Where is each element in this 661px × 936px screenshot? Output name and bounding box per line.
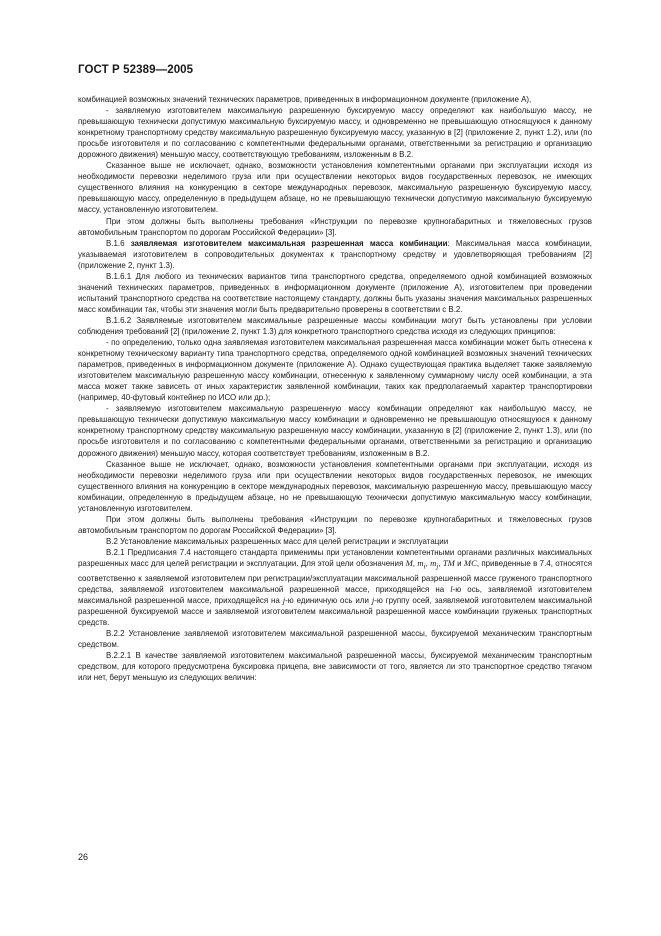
definition-text: : Максимальная масса комбинации, указываемая изготовителем в сопроводительных документах к транспортному средству и удовлетворяющая требованиям [2] (приложение 2, пункт 1.3).: [78, 238, 592, 270]
section-heading: В.2 Установление максимальных разрешенных масс для целей регистрации и эксплуатации: [106, 536, 449, 546]
paragraph: Сказанное выше не исключает, однако, возможности установления компетентными органами при эксплуатации, исходя из необходимости перевозки неделимого груза или при осуществлении некоторых видов государственных перевозок, не имеющих существенного влияния на конкуренцию в секторе международных перевозок, максимальную разрешенную массу, превышающую массу комбинации, определенную в предыдущем абзаце, но не превышающую технически допустимую максимальную массу комбинации, установленную изготовителем.: [78, 459, 592, 513]
defined-term: заявляемая изготовителем максимальная разрешенная масса комбинации: [130, 238, 448, 248]
symbol-mi: $m_i$: [417, 557, 426, 571]
symbol-l: l: [450, 583, 453, 594]
paragraph: В.2.2 Установление заявляемой изготовителем максимальной разрешенной массы, буксируемой механическим транспортным средством.: [78, 628, 592, 650]
document-header: ГОСТ Р 52389—2005: [78, 64, 194, 76]
symbol-j: j: [282, 594, 286, 605]
paragraph: В.1.6.1 Для любого из технических вариантов типа транспортного средства, определяемого одной комбинацией возможных значений технических параметров, приведенных в информационном документе (приложение А), изготовителем при проведении испытаний транспортного средства на соответствие настоящему стандарту, должны быть указаны значения максимальных разрешенных масс комбинации так, чтобы эти значения могли быть предварительно проверены в соответствии с В.2.: [78, 271, 592, 314]
page-number: 26: [78, 852, 89, 862]
paragraph: - по определению, только одна заявляемая изготовителем максимальная разрешенная масса комбинации может быть отнесена к конкретному техническому варианту типа транспортного средства, определяемого одной комбинацией возможных значений технических параметров, приведенных в информационном документе (приложение А). Однако существующая практика выделяет также заявляемую изготовителем максимальную разрешенную массу комбинации, отнесенную к заявленному суммарному числу осей комбинации, а эта масса может также зависеть от иных характеристик заявленной комбинации, таких как предполагаемый характер транспортировки (например, 40-футовый контейнер по ИСО или др.);: [78, 338, 592, 403]
clause-number: В.2.1: [106, 547, 128, 557]
symbol-M: M: [405, 557, 413, 568]
paragraph: - заявляемую изготовителем максимальную разрешенную буксируемую массу определяют как наибольшую массу, не превышающую технически допустимую максимальную буксируемую массу, и одновременно не превышающую относящуюся к данному конкретному транспортному средству максимальную разрешенную буксируемую массу, указанную в [2] (приложение 2, пункт 1.2), или (по просьбе изготовителя и по согласованию с компетентными федеральными органами, ответственными за регистрацию и организацию дорожного движения) меньшую массу, соответствующую требованиям, изложенным в В.2.: [78, 106, 592, 160]
paragraph: При этом должны быть выполнены требования «Инструкции по перевозке крупногабаритных и тяжеловесных грузов автомобильным транспортом по дорогам Российской Федерации» [3].: [78, 514, 592, 535]
paragraph: В.1.6.2 Заявляемые изготовителем максимальные разрешенные массы комбинации могут быть установлены при условии соблюдения требований [2] (приложение 2, пункт 1.3) для конкретного транспортного средства исходя из следующих принципов:: [78, 315, 592, 336]
symbol-MC: MC: [463, 557, 477, 568]
symbol-mj: $m_j$: [430, 557, 439, 571]
paragraph: - заявляемую изготовителем максимальную разрешенную массу комбинации определяют как наибольшую массу, не превышающую технически допустимую максимальную массу комбинации и одновременно не превышающую относящуюся к данному конкретному транспортному средству максимальную разрешенную массу комбинации, указанную в [2] (приложение 2, пункт 1.3), или (по просьбе изготовителя и по согласованию с компетентными федеральными органами, ответственными за регистрацию и организацию дорожного движения) меньшую массу, которая соответствует требованиям, изложенным в В.2.: [78, 404, 592, 458]
paragraph-b21: В.2.1 Предписания 7.4 настоящего стандарта применимы при установлении компетентными органами различных максимальных разрешенных масс для целей регистрации и эксплуатации. Для этой цели обозначения M, $m_i$, $m_j$, TM и MC, приведенные в 7.4, относятся соответственно к заявляемой изготовителем при регистрации/эксплуатации максимальной разрешенной массе груженого транспортного средства, заявляемой изготовителем максимальной разрешенной массе, приходящейся на l-ю ось, заявляемой изготовителем максимальной разрешенной массе, приходящейся на j-ю единичную ось или j-ю группу осей, заявляемой изготовителем максимальной разрешенной буксируемой массе и заявляемой изготовителем максимальной разрешенной массе комбинации груженых транспортных средств.: [78, 547, 593, 627]
document-body: [78, 94, 592, 683]
paragraph-b16: [78, 238, 592, 271]
paragraph: Сказанное выше не исключает, однако, возможности установления компетентными органами при эксплуатации исходя из необходимости перевозки неделимого груза или при осуществлении некоторых видов государственных перевозок, не имеющих существенного влияния на конкуренцию в секторе международных перевозок, максимальную разрешенную буксируемую массу, превышающую массу, определенную в предыдущем абзаце, но не превышающую технически допустимую максимальную буксируемую массу, установленную изготовителем.: [78, 161, 592, 215]
symbol-j: j: [371, 594, 375, 605]
paragraph: При этом должны быть выполнены требования «Инструкции по перевозке крупногабаритных и тяжеловесных грузов автомобильным транспортом по дорогам Российской Федерации» [3].: [78, 216, 592, 237]
paragraph: В.2.2.1 В качестве заявляемой изготовителем максимальной разрешенной массы, буксируемой механическим транспортным средством, для которого предусмотрена буксировка прицепа, вне зависимости от того, является ли это транспортное средство тягачом или нет, берут меньшую из следующих величин:: [78, 651, 592, 683]
paragraph: комбинацией возможных значений технических параметров, приведенных в информационном документе (приложение А),: [78, 95, 532, 104]
symbol-TM: TM: [442, 557, 455, 568]
clause-number: В.1.6: [106, 238, 131, 248]
